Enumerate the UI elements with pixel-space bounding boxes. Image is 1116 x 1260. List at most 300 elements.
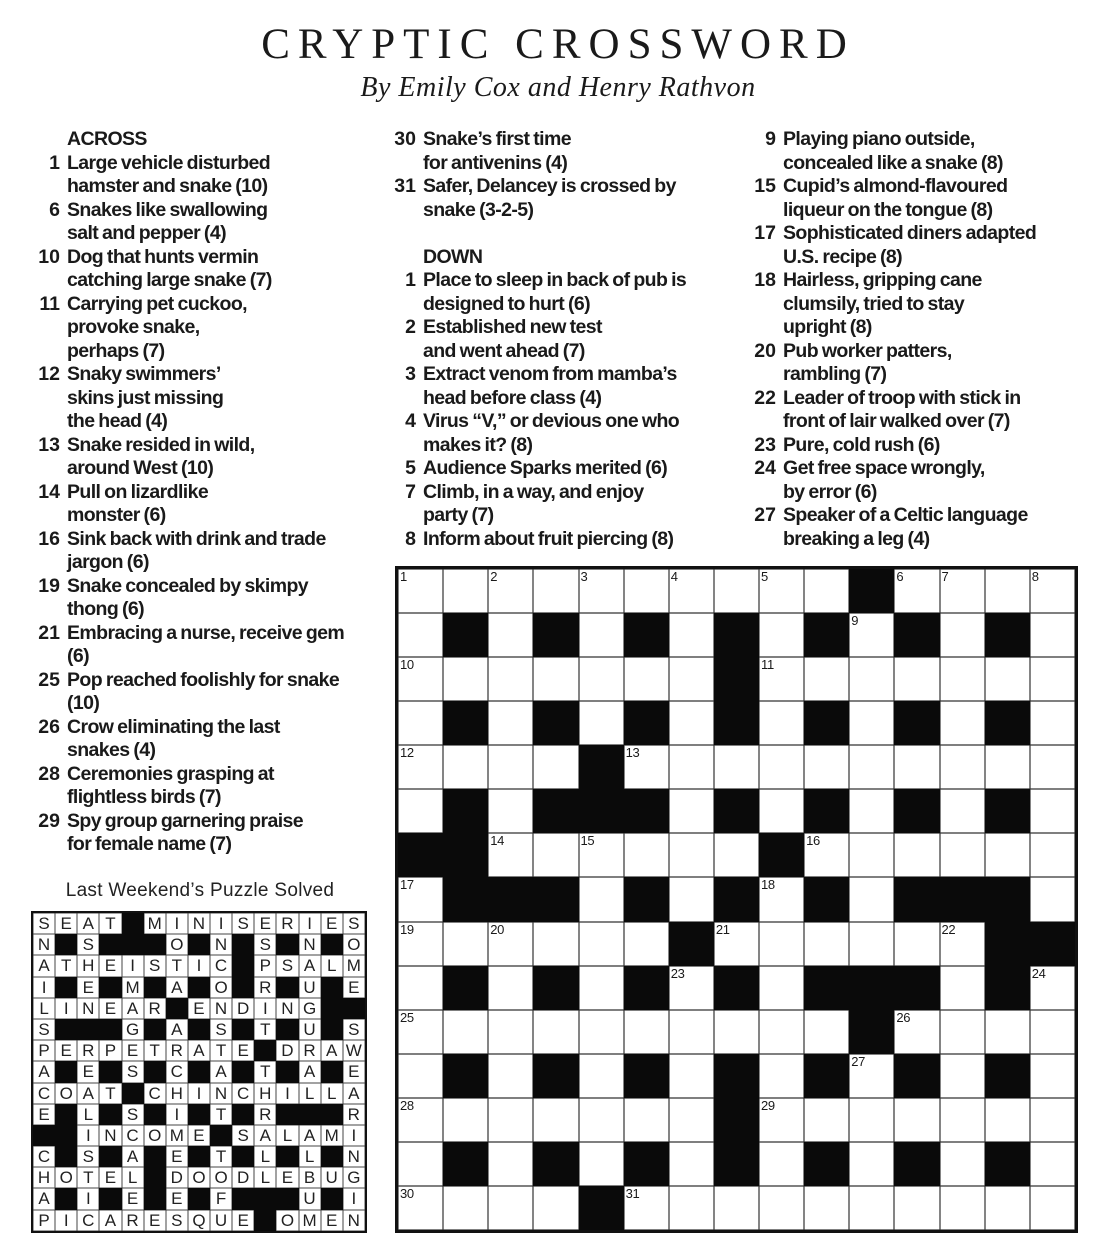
cell-number: 13 — [625, 745, 640, 761]
grid-cell-black — [443, 877, 488, 921]
grid-cell[interactable] — [940, 569, 985, 613]
grid-cell[interactable] — [398, 613, 443, 657]
clue-text-line: Get free space wrongly, — [783, 457, 985, 479]
grid-cell[interactable] — [940, 745, 985, 789]
clue-number: 19 — [38, 574, 60, 597]
cell-number: 18 — [761, 877, 775, 893]
grid-cell-black — [894, 789, 939, 833]
grid-cell[interactable] — [488, 569, 533, 613]
grid-cell[interactable] — [940, 1010, 985, 1054]
grid-cell-black — [894, 1142, 939, 1186]
solved-cell: N — [188, 913, 210, 934]
grid-cell[interactable] — [940, 1098, 985, 1142]
solved-cell: A — [99, 1210, 121, 1231]
clue-number: 8 — [405, 527, 416, 550]
grid-cell[interactable] — [488, 701, 533, 745]
grid-cell[interactable] — [398, 922, 443, 966]
grid-cell[interactable] — [488, 966, 533, 1010]
solved-cell: L — [33, 998, 55, 1019]
grid-cell[interactable] — [894, 569, 939, 613]
solved-cell: Q — [188, 1210, 210, 1231]
grid-cell[interactable] — [985, 1098, 1030, 1142]
grid-cell[interactable] — [1030, 657, 1075, 701]
grid-cell[interactable] — [1030, 1054, 1075, 1098]
clue-number: 15 — [754, 175, 776, 197]
solved-cell: T — [144, 1040, 166, 1061]
solved-cell-black — [99, 1188, 121, 1209]
clue-text-line: Climb, in a way, and enjoy — [423, 480, 644, 503]
solved-cell: C — [77, 1210, 99, 1231]
grid-cell[interactable] — [669, 1186, 714, 1230]
grid-cell[interactable] — [759, 657, 804, 701]
grid-cell[interactable] — [533, 1186, 578, 1230]
grid-cell[interactable] — [579, 1010, 624, 1054]
grid-cell[interactable] — [804, 1186, 849, 1230]
grid-cell[interactable] — [579, 877, 624, 921]
grid-cell[interactable] — [669, 569, 714, 613]
grid-cell[interactable] — [398, 1186, 443, 1230]
clue-text-line: Hairless, gripping cane — [783, 269, 982, 291]
grid-cell[interactable] — [714, 1186, 759, 1230]
grid-cell[interactable] — [579, 1098, 624, 1142]
grid-cell[interactable] — [398, 789, 443, 833]
solved-cell: C — [210, 955, 232, 976]
grid-cell[interactable] — [759, 1054, 804, 1098]
grid-cell[interactable] — [398, 1010, 443, 1054]
grid-cell[interactable] — [488, 1142, 533, 1186]
grid-cell[interactable] — [533, 922, 578, 966]
grid-cell-black — [714, 966, 759, 1010]
grid-cell[interactable] — [940, 1054, 985, 1098]
cell-number: 8 — [1031, 569, 1039, 584]
clue-text-line: Leader of troop with stick in — [783, 386, 1021, 409]
grid-cell[interactable] — [669, 1098, 714, 1142]
grid-cell[interactable] — [1030, 789, 1075, 833]
grid-cell[interactable] — [669, 613, 714, 657]
solved-cell-black — [55, 1188, 77, 1209]
solved-cell: E — [254, 913, 276, 934]
clue-text-line: Pub worker patters, — [783, 339, 952, 362]
cell-number: 3 — [580, 569, 588, 584]
grid-cell[interactable] — [894, 922, 939, 966]
grid-cell[interactable] — [624, 569, 669, 613]
grid-cell-black — [533, 1142, 578, 1186]
grid-cell[interactable] — [849, 1142, 894, 1186]
clue — [28, 434, 344, 481]
grid-cell[interactable] — [759, 1010, 804, 1054]
clue-number: 20 — [754, 339, 776, 362]
grid-cell[interactable] — [985, 833, 1030, 877]
grid-cell-black — [579, 1186, 624, 1230]
solved-cell: C — [166, 1061, 188, 1082]
grid-cell[interactable] — [894, 657, 939, 701]
grid-cell[interactable] — [398, 877, 443, 921]
clue-text-line: Inform about fruit piercing (8) — [423, 527, 674, 550]
grid-cell[interactable] — [398, 745, 443, 789]
grid-cell[interactable] — [894, 745, 939, 789]
grid-cell[interactable] — [849, 1098, 894, 1142]
grid-cell[interactable] — [759, 1098, 804, 1142]
cell-number: 12 — [400, 745, 414, 761]
solved-cell-black — [99, 977, 121, 998]
grid-cell[interactable] — [443, 1098, 488, 1142]
clue-text-line: Snake resided in wild, — [67, 433, 255, 456]
clue-number: 12 — [38, 363, 60, 385]
clue-text-line: Dog that hunts vermin — [67, 245, 259, 268]
grid-cell[interactable] — [849, 1054, 894, 1098]
cell-number: 17 — [400, 877, 414, 893]
grid-cell[interactable] — [398, 966, 443, 1010]
solved-cell-black — [299, 1104, 321, 1125]
grid-cell[interactable] — [1030, 613, 1075, 657]
grid-cell[interactable] — [579, 1142, 624, 1186]
grid-cell-black — [443, 833, 488, 877]
solved-cell: E — [188, 998, 210, 1019]
grid-cell[interactable] — [714, 569, 759, 613]
grid-cell[interactable] — [579, 922, 624, 966]
solved-cell-black — [144, 1146, 166, 1167]
clue-text-line: Embracing a nurse, receive gem — [67, 621, 345, 644]
solved-cell: T — [99, 1083, 121, 1104]
grid-cell[interactable] — [940, 833, 985, 877]
solved-cell-black — [210, 1125, 232, 1146]
grid-cell[interactable] — [443, 1186, 488, 1230]
grid-cell[interactable] — [488, 1054, 533, 1098]
solved-cell: I — [276, 1083, 298, 1104]
grid-cell[interactable] — [714, 1010, 759, 1054]
solved-cell: O — [210, 1167, 232, 1188]
grid-cell[interactable] — [398, 657, 443, 701]
grid-cell[interactable] — [579, 833, 624, 877]
grid-cell[interactable] — [804, 569, 849, 613]
grid-cell[interactable] — [1030, 1098, 1075, 1142]
clue — [384, 481, 686, 528]
solved-cell-black — [321, 977, 343, 998]
grid-cell[interactable] — [759, 701, 804, 745]
grid-cell[interactable] — [759, 966, 804, 1010]
grid-cell[interactable] — [579, 701, 624, 745]
clue-text-line: Snakes like swallowing — [67, 198, 268, 221]
grid-cell[interactable] — [940, 1142, 985, 1186]
grid-cell-black — [985, 1142, 1030, 1186]
cell-number: 14 — [490, 833, 505, 849]
grid-cell[interactable] — [624, 1010, 669, 1054]
solved-cell: O — [276, 1210, 298, 1231]
grid-cell[interactable] — [488, 613, 533, 657]
grid-cell[interactable] — [849, 745, 894, 789]
clue — [744, 269, 1036, 340]
solved-cell: A — [33, 1061, 55, 1082]
clue — [384, 175, 686, 222]
clue-number: 1 — [405, 269, 416, 291]
grid-cell[interactable] — [985, 1010, 1030, 1054]
grid-cell[interactable] — [579, 966, 624, 1010]
grid-cell[interactable] — [940, 789, 985, 833]
solved-cell: L — [299, 1083, 321, 1104]
section-heading-down: DOWN — [423, 245, 483, 268]
clue — [28, 669, 344, 716]
grid-cell[interactable] — [488, 833, 533, 877]
grid-cell[interactable] — [488, 657, 533, 701]
solved-cell-black — [144, 977, 166, 998]
clue-text-line: Pure, cold rush (6) — [783, 433, 940, 456]
solved-cell: S — [210, 1019, 232, 1040]
solved-cell-black — [321, 1146, 343, 1167]
solved-cell: P — [33, 1040, 55, 1061]
clue — [744, 457, 1036, 504]
solved-cell-black — [55, 977, 77, 998]
solved-cell-black — [166, 998, 188, 1019]
clue-text-line: by error (6) — [783, 480, 877, 503]
solved-cell-black — [276, 1188, 298, 1209]
grid-cell[interactable] — [669, 701, 714, 745]
grid-cell[interactable] — [579, 613, 624, 657]
grid-cell[interactable] — [759, 745, 804, 789]
grid-cell[interactable] — [669, 789, 714, 833]
grid-cell[interactable] — [759, 613, 804, 657]
grid-cell[interactable] — [849, 657, 894, 701]
grid-cell[interactable] — [624, 745, 669, 789]
solved-cell-black — [55, 1104, 77, 1125]
cell-number: 1 — [400, 569, 407, 584]
solved-cell: I — [55, 998, 77, 1019]
grid-cell[interactable] — [488, 745, 533, 789]
grid-cell[interactable] — [940, 657, 985, 701]
grid-cell[interactable] — [804, 745, 849, 789]
solved-cell: D — [232, 1167, 254, 1188]
solved-cell: L — [254, 1146, 276, 1167]
clue-number: 24 — [754, 457, 776, 479]
grid-cell-black — [894, 613, 939, 657]
solved-cell: N — [343, 1146, 365, 1167]
grid-cell[interactable] — [1030, 1186, 1075, 1230]
grid-cell[interactable] — [985, 745, 1030, 789]
grid-cell[interactable] — [894, 1186, 939, 1230]
grid-cell[interactable] — [714, 922, 759, 966]
solved-cell: O — [343, 934, 365, 955]
grid-cell[interactable] — [533, 657, 578, 701]
grid-cell-black — [849, 569, 894, 613]
solved-cell: R — [299, 1040, 321, 1061]
grid-cell[interactable] — [624, 833, 669, 877]
clue-text-line: Audience Sparks merited (6) — [423, 457, 668, 479]
solved-cell: N — [99, 1125, 121, 1146]
grid-cell-black — [443, 613, 488, 657]
grid-cell[interactable] — [940, 966, 985, 1010]
grid-cell[interactable] — [488, 1186, 533, 1230]
grid-cell-black — [443, 1142, 488, 1186]
grid-cell[interactable] — [849, 1186, 894, 1230]
grid-cell[interactable] — [1030, 701, 1075, 745]
grid-cell[interactable] — [1030, 1010, 1075, 1054]
grid-cell[interactable] — [849, 701, 894, 745]
clue — [384, 316, 686, 363]
solved-cell: R — [276, 913, 298, 934]
solved-cell: E — [321, 913, 343, 934]
grid-cell[interactable] — [759, 569, 804, 613]
grid-cell-black — [759, 833, 804, 877]
grid-cell-black — [533, 877, 578, 921]
cell-number: 25 — [400, 1009, 414, 1025]
grid-cell[interactable] — [533, 745, 578, 789]
grid-cell[interactable] — [759, 789, 804, 833]
grid-cell[interactable] — [804, 657, 849, 701]
grid-cell[interactable] — [714, 745, 759, 789]
grid-cell[interactable] — [669, 877, 714, 921]
grid-cell[interactable] — [940, 922, 985, 966]
grid-cell[interactable] — [894, 833, 939, 877]
solved-cell: R — [122, 1210, 144, 1231]
grid-cell-black — [624, 701, 669, 745]
grid-cell[interactable] — [533, 1010, 578, 1054]
grid-cell[interactable] — [849, 877, 894, 921]
grid-cell[interactable] — [714, 833, 759, 877]
solved-cell-black — [254, 1210, 276, 1231]
grid-cell[interactable] — [624, 1098, 669, 1142]
grid-cell-black — [714, 1054, 759, 1098]
grid-cell[interactable] — [940, 613, 985, 657]
solved-cell: D — [276, 1040, 298, 1061]
grid-cell-black — [985, 966, 1030, 1010]
solved-cell: E — [321, 1210, 343, 1231]
grid-cell[interactable] — [624, 1186, 669, 1230]
grid-cell-black — [624, 966, 669, 1010]
grid-cell[interactable] — [985, 1186, 1030, 1230]
grid-cell[interactable] — [443, 745, 488, 789]
grid-cell[interactable] — [579, 657, 624, 701]
grid-cell[interactable] — [804, 1098, 849, 1142]
grid-cell[interactable] — [443, 1010, 488, 1054]
grid-cell[interactable] — [443, 922, 488, 966]
clue-number: 14 — [38, 480, 60, 503]
grid-cell[interactable] — [669, 1142, 714, 1186]
grid-cell[interactable] — [669, 1010, 714, 1054]
solved-cell: R — [343, 1104, 365, 1125]
solved-cell: W — [343, 1040, 365, 1061]
grid-cell[interactable] — [894, 1098, 939, 1142]
grid-cell[interactable] — [804, 922, 849, 966]
grid-cell[interactable] — [1030, 569, 1075, 613]
grid-cell[interactable] — [488, 1010, 533, 1054]
clue-text-line: flightless birds (7) — [67, 786, 221, 808]
grid-cell[interactable] — [624, 922, 669, 966]
grid-cell[interactable] — [579, 569, 624, 613]
grid-cell[interactable] — [398, 1142, 443, 1186]
grid-cell[interactable] — [849, 789, 894, 833]
grid-cell[interactable] — [940, 701, 985, 745]
solved-cell: L — [276, 1125, 298, 1146]
solved-cell-black — [343, 998, 365, 1019]
grid-cell[interactable] — [533, 1098, 578, 1142]
grid-cell[interactable] — [443, 657, 488, 701]
solved-cell: S — [166, 1210, 188, 1231]
grid-cell[interactable] — [1030, 1142, 1075, 1186]
grid-cell[interactable] — [398, 1054, 443, 1098]
grid-cell[interactable] — [624, 657, 669, 701]
grid-cell[interactable] — [759, 922, 804, 966]
grid-cell-black — [624, 613, 669, 657]
grid-cell[interactable] — [398, 701, 443, 745]
grid-cell[interactable] — [488, 789, 533, 833]
grid-cell[interactable] — [669, 966, 714, 1010]
grid-cell-black — [804, 877, 849, 921]
solved-cell-black — [232, 1061, 254, 1082]
grid-cell[interactable] — [669, 745, 714, 789]
solved-cell: N — [276, 998, 298, 1019]
grid-cell[interactable] — [669, 1054, 714, 1098]
grid-cell-black — [849, 966, 894, 1010]
grid-cell[interactable] — [894, 1010, 939, 1054]
grid-cell[interactable] — [1030, 833, 1075, 877]
grid-cell-black — [714, 877, 759, 921]
solved-cell-black — [254, 1188, 276, 1209]
cell-number: 20 — [490, 921, 505, 937]
grid-cell[interactable] — [804, 1010, 849, 1054]
solved-cell-black — [321, 1061, 343, 1082]
solved-cell-black — [188, 977, 210, 998]
grid-cell[interactable] — [940, 1186, 985, 1230]
cell-number: 21 — [715, 921, 730, 937]
cell-number: 6 — [896, 569, 904, 584]
cell-number: 26 — [896, 1009, 911, 1025]
solved-cell: A — [166, 977, 188, 998]
solved-cell: L — [254, 1167, 276, 1188]
solved-cell: E — [77, 1061, 99, 1082]
grid-cell[interactable] — [488, 922, 533, 966]
grid-cell[interactable] — [669, 833, 714, 877]
grid-cell[interactable] — [804, 833, 849, 877]
solved-cell: E — [99, 998, 121, 1019]
grid-cell[interactable] — [1030, 966, 1075, 1010]
grid-cell[interactable] — [579, 1054, 624, 1098]
grid-cell[interactable] — [849, 613, 894, 657]
grid-cell[interactable] — [533, 569, 578, 613]
clue-text-line: front of lair walked over (7) — [783, 410, 1010, 432]
solved-cell: A — [210, 1061, 232, 1082]
solved-cell-black — [99, 1104, 121, 1125]
solved-cell: T — [99, 913, 121, 934]
solved-cell-black — [276, 1061, 298, 1082]
grid-cell-black — [849, 1010, 894, 1054]
grid-cell[interactable] — [759, 1142, 804, 1186]
grid-cell[interactable] — [669, 657, 714, 701]
grid-cell[interactable] — [443, 569, 488, 613]
grid-cell[interactable] — [759, 1186, 804, 1230]
grid-cell-black — [443, 1054, 488, 1098]
clue-text-line: Large vehicle disturbed — [67, 151, 271, 174]
grid-cell[interactable] — [985, 569, 1030, 613]
grid-cell[interactable] — [398, 569, 443, 613]
grid-cell[interactable] — [1030, 745, 1075, 789]
grid-cell[interactable] — [533, 833, 578, 877]
clue-number: 5 — [405, 457, 416, 479]
grid-cell[interactable] — [849, 833, 894, 877]
grid-cell[interactable] — [1030, 877, 1075, 921]
clue-number: 28 — [38, 762, 60, 785]
grid-cell[interactable] — [488, 1098, 533, 1142]
solved-cell: I — [343, 1188, 365, 1209]
solved-cell: I — [122, 955, 144, 976]
clue-number: 30 — [394, 128, 416, 150]
grid-cell[interactable] — [759, 877, 804, 921]
solved-cell-black — [55, 1061, 77, 1082]
grid-cell-black — [443, 789, 488, 833]
grid-cell[interactable] — [398, 1098, 443, 1142]
clue — [28, 622, 344, 669]
grid-cell[interactable] — [849, 922, 894, 966]
grid-cell[interactable] — [985, 657, 1030, 701]
clue — [28, 152, 344, 199]
